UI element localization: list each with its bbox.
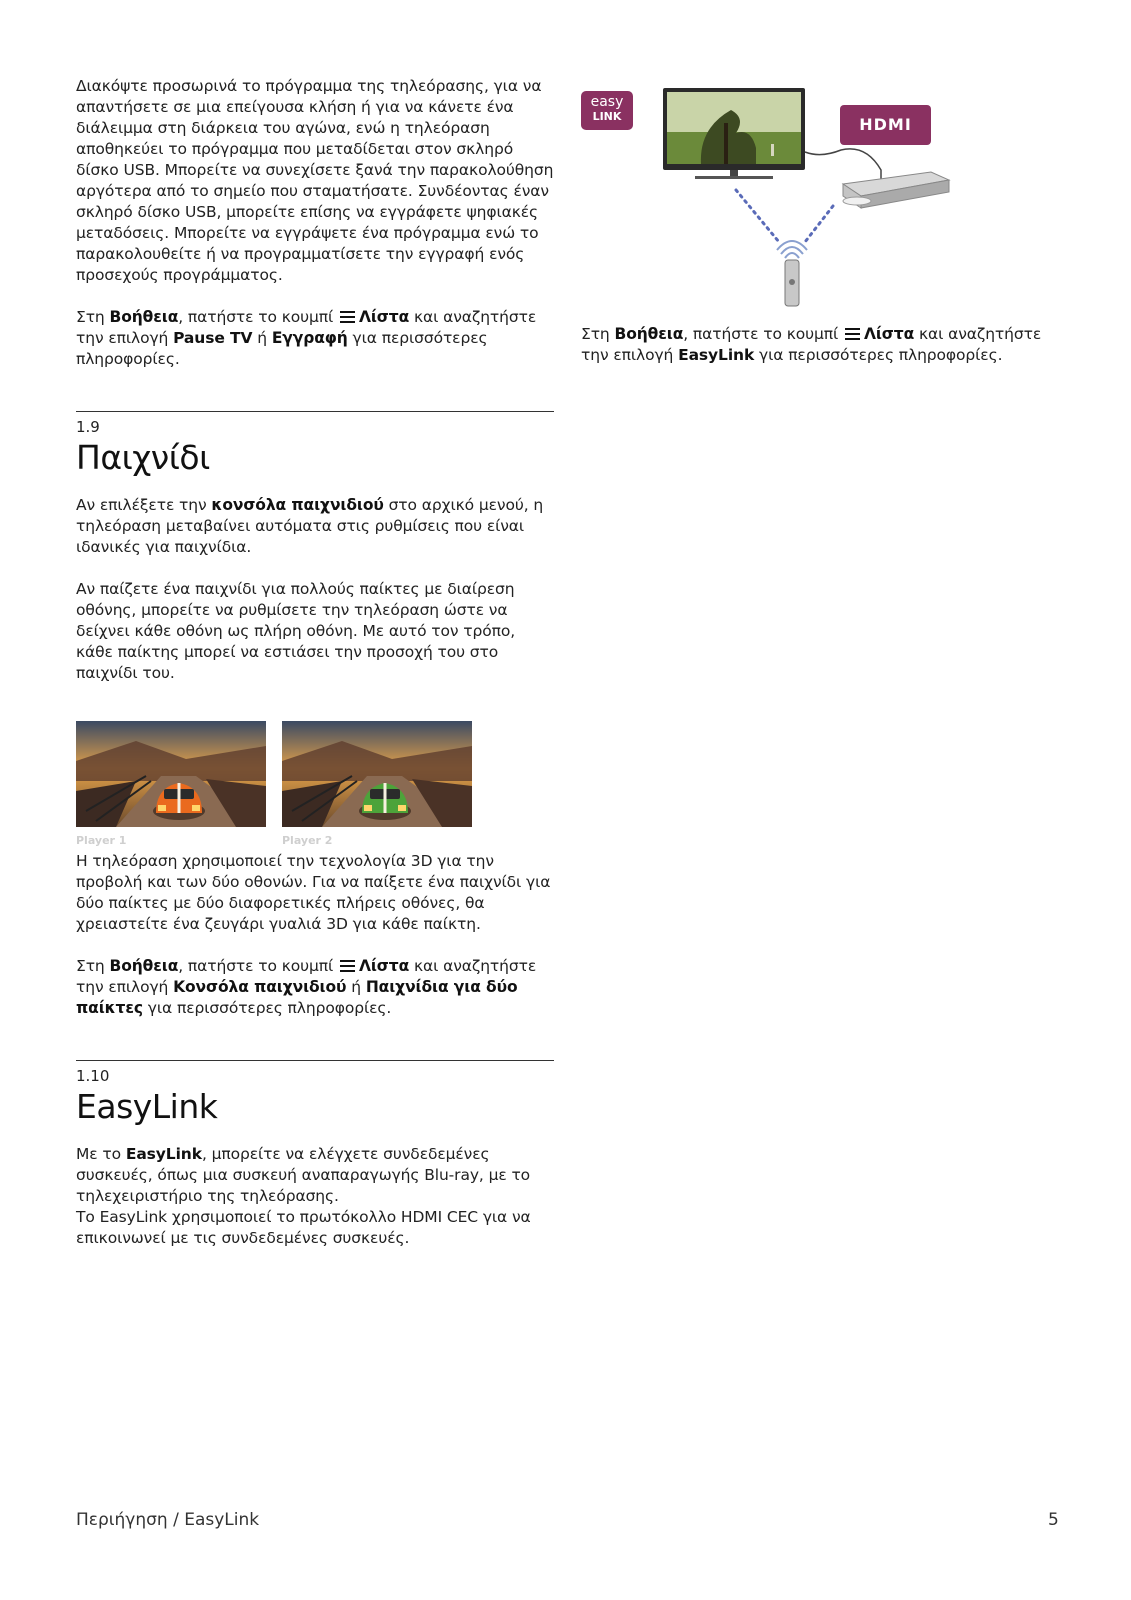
list-menu-icon [340,311,355,323]
section-number: 1.9 [76,418,100,436]
easylink-paragraph-2: Το EasyLink χρησιμοποιεί το πρωτόκολλο HDMI CEC για να επικοινωνεί με τις συνδεδεμένες συσκευές. [76,1208,531,1247]
list-menu-icon [845,328,860,340]
easylink-help-text: Στη Βοήθεια, πατήστε το κουμπί Λίστα και αναζητήστε την επιλογή EasyLink για περισσότερες πληροφορίες. [581,325,1042,364]
section-title: Παιχνίδι [76,438,210,477]
list-menu-icon [340,960,355,972]
footer-breadcrumb: Περιήγηση / EasyLink [76,1510,260,1530]
easylink-paragraph-1: Με το EasyLink, μπορείτε να ελέγχετε συνδεδεμένες συσκευές, όπως μια συσκευή αναπαραγωγής Blu-ray, με το τηλεχειριστήριο της τηλεόρασης. [76,1145,531,1205]
player1-label: Player 1 [76,834,127,847]
left-column [76,76,554,1249]
section-divider [76,1060,554,1061]
list-keyword: Λίστα [358,308,410,326]
right-column [581,88,1051,366]
player1-screenshot [76,721,266,827]
games-paragraph-2: Αν παίζετε ένα παιχνίδι για πολλούς παίκτες με διαίρεση οθόνης, μπορείτε να ρυθμίσετε την τηλεόραση ώστε να δείχνει κάθε οθόνη ως πλήρη οθόνη. Με αυτό τον τρόπο, κάθε παίκτης μπορεί να εστιάσει την προσοχή του στο παιχνίδι του. [76,580,516,682]
section-number: 1.10 [76,1067,110,1085]
intro-paragraph: Διακόψτε προσωρινά το πρόγραμμα της τηλεόρασης, για να απαντήσετε σε μια επείγουσα κλήση ή για να κάνετε ένα διάλειμμα στη διάρκεια του αγώνα, ενώ η τηλεόραση αποθηκεύει το πρόγραμμα που μεταδίδεται στον σκληρό δίσκο USB. Μπορείτε να συνεχίσετε ξανά την παρακολούθηση αργότερα από το σημείο που σταματήσατε. Συνδέοντας έναν σκληρό δίσκο USB, μπορείτε επίσης να εγγράφετε ψηφιακές μεταδόσεις. Μπορείτε να εγγράψετε ένα πρόγραμμα ενώ το παρακολουθείτε ή να προγραμματίσετε την εγγραφή ενός προσεχούς προγράμματος. [76,77,554,284]
section-title: EasyLink [76,1087,218,1126]
games-paragraph-3: Η τηλεόραση χρησιμοποιεί την τεχνολογία 3D για την προβολή και των δύο οθονών. Για να παίξετε ένα παιχνίδι για δύο παίκτες με δύο διαφορετικές πλήρεις οθόνες, θα χρειαστείτε ένα ζευγάρι γυαλιά 3D για κάθε παίκτη. [76,852,551,933]
section-easylink [76,1060,554,1249]
hdmi-logo: HDMI [840,105,931,145]
player2-label: Player 2 [282,834,333,847]
help-keyword: Βοήθεια [109,308,179,326]
section-divider [76,411,554,412]
easylink-logo: easy LINK [581,91,633,130]
easylink-illustration [581,88,961,314]
section-games [76,411,554,1019]
games-help-text: Στη Βοήθεια, πατήστε το κουμπί Λίστα και αναζητήστε την επιλογή Κονσόλα παιχνιδιού ή Παιχνίδια για δύο παίκτες για περισσότερες πληροφορίες. [76,957,537,1017]
intro-help-text: Στη Βοήθεια, πατήστε το κουμπί Λίστα και αναζητήστε την επιλογή Pause TV ή Εγγραφή για περισσότερες πληροφορίες. [76,308,537,368]
page-number: 5 [1048,1510,1059,1530]
split-screen-illustration [76,721,554,851]
games-paragraph-1: Αν επιλέξετε την κονσόλα παιχνιδιού στο αρχικό μενού, η τηλεόραση μεταβαίνει αυτόματα στις ρυθμίσεις που είναι ιδανικές για παιχνίδια. [76,496,544,556]
player2-screenshot [282,721,472,827]
